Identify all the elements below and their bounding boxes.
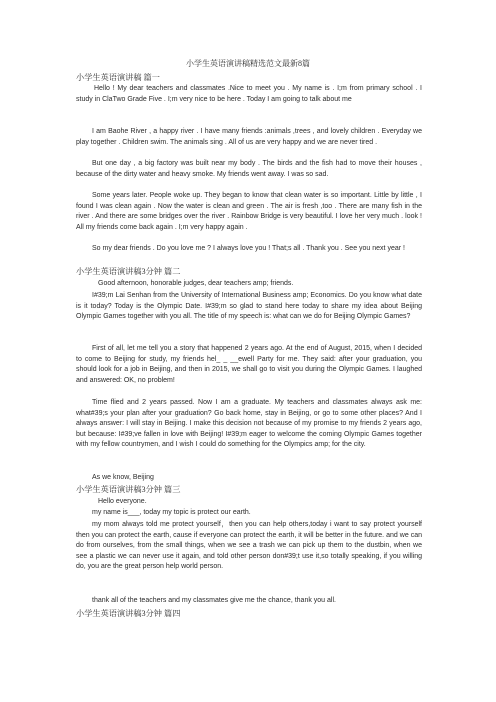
section-heading: 小学生英语演讲稿3分钟 篇三 (76, 485, 181, 494)
paragraph: I#39;m Lai Senhan from the University of International Business amp; Economics. Do you know what date is it today? Today is the Olympic Date. I#39;m so glad to stand here today to share my idea about Beijing Olympic Games together with you all. The title of my speech is: what can we do for Beijing Olympic Games? (76, 292, 422, 321)
section-heading: 小学生英语演讲稿 篇一 (76, 73, 160, 82)
paragraph: First of all, let me tell you a story that happened 2 years ago. At the end of August, 2015, when I decided to come to Beijing for study, my friends hel_ _ __ewell Party for me. They said: after your graduation, you should look for a job in Beijing, and then in 2015, we shall go to visit you during the Olympic Games. I laughed and answered: OK, no problem! (76, 345, 422, 384)
paragraph: my mom always told me protect yourself，then you can help others,today i want to say protect yourself then you can protect the earth, cause if everyone can protect the earth, it will be better in the future. and we can do from ourselves, from the small things, when we see a trash we can pick up them to the dustbin, when we see a plastic we can never use it again, and told other person don#39;t use it,so totally speaking, if you willing do, you are the great person help world person. (76, 521, 422, 571)
paragraph: thank all of the teachers and my classmates give me the chance, thank you all. (92, 597, 336, 604)
paragraph: Hello everyone. (98, 498, 147, 505)
paragraph: I am Baohe River , a happy river . I have many friends :animals ,trees , and lovely children . Everyday we play together . Children swim. The animals sing . All of us are very happy and we are never tired . (76, 128, 422, 146)
paragraph: Hello ! My dear teachers and classmates .Nice to meet you . My name is . I;m from primary school . I study in ClaTwo Grade Five . I;m very nice to be here . Today I am going to talk about me (76, 85, 422, 103)
paragraph: As we know, Beijing (92, 474, 154, 481)
paragraph: Time flied and 2 years passed. Now I am a graduate. My teachers and classmates always ask me: what#39;s your plan after your graduation? Go back home, stay in Beijing, or go to some other places? And I always answer: I will stay in Beijing. I make this decision not because of my promise to my friends 2 years ago, but because: I#39;ve fallen in love with Beijing! I#39;m eager to welcome the coming Olympic Games together with my fellow countrymen, and I wish I could do something for the Olympics amp; for the city. (76, 399, 422, 449)
paragraph: So my dear friends . Do you love me ? I always love you ! That;s all . Thank you . See you next year ! (92, 245, 405, 252)
paragraph: Some years later. People woke up. They began to know that clean water is so important. Little by little , I found I was clean again . Now the water is clean and green . The air is fresh ,too . There are many fish in the river . And there are some bridges over the river . Rainbow Bridge is very beautiful. I love her very much . look ! All my friends come back again . I;m very happy again . (76, 192, 422, 231)
document-title: 小学生英语演讲稿精选范文最新8篇 (186, 59, 310, 68)
section-heading: 小学生英语演讲稿3分钟 篇四 (76, 609, 181, 618)
paragraph: But one day , a big factory was built near my body . The birds and the fish had to move their houses , because of the dirty water and heavy smoke. My friends went away. I was so sad. (76, 160, 422, 178)
paragraph: my name is___, today my topic is protect our earth. (92, 509, 251, 516)
section-heading: 小学生英语演讲稿3分钟 篇二 (76, 267, 181, 276)
paragraph: Good afternoon, honorable judges, dear teachers amp; friends. (98, 280, 294, 287)
